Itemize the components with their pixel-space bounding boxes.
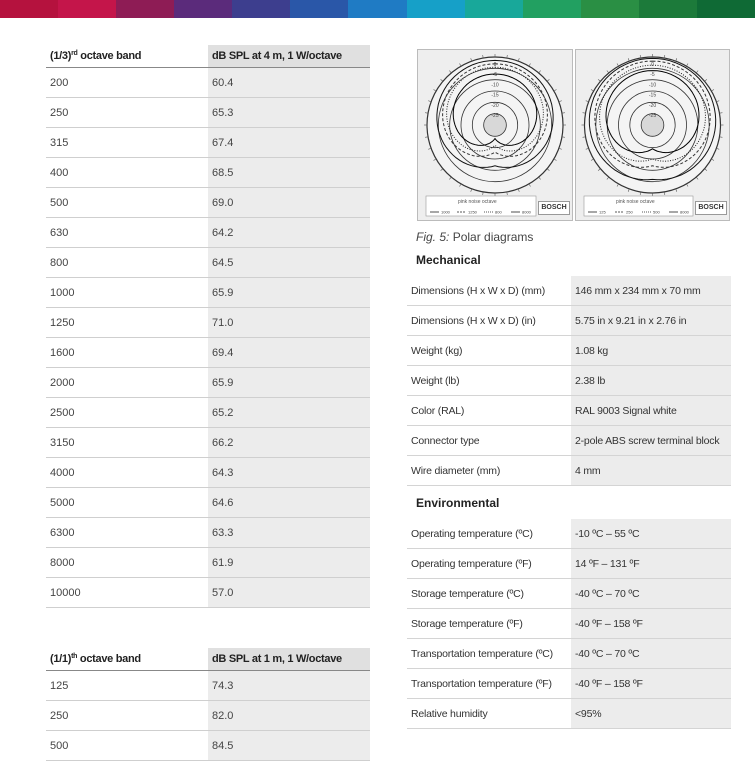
polar-tick <box>591 90 594 92</box>
spl-cell: 64.2 <box>208 218 370 248</box>
spec-value: 2-pole ABS screw terminal block <box>571 426 731 456</box>
spl-cell: 63.3 <box>208 518 370 548</box>
spec-label: Operating temperature (ºF) <box>407 549 571 579</box>
legend-label: 250 <box>626 209 633 215</box>
spl-cell: 71.0 <box>208 308 370 338</box>
table-row <box>46 518 370 548</box>
polar-tick <box>607 177 609 179</box>
band-cell: 250 <box>46 701 208 731</box>
band-cell: 10000 <box>46 578 208 608</box>
table-row <box>46 458 370 488</box>
spl-cell: 67.4 <box>208 128 370 158</box>
spec-label: Storage temperature (ºC) <box>407 579 571 609</box>
spl-cell: 69.0 <box>208 188 370 218</box>
ring-label: -10 <box>648 82 657 89</box>
spec-label: Wire diameter (mm) <box>407 456 571 486</box>
polar-tick <box>547 169 549 171</box>
ring-label: -10 <box>491 82 499 89</box>
band-cell: 2500 <box>46 398 208 428</box>
mechanical-heading: Mechanical <box>416 253 481 267</box>
spl-cell: 84.5 <box>208 731 370 761</box>
polar-tick <box>434 159 437 161</box>
spec-row <box>407 699 731 729</box>
polar-tick <box>554 159 557 161</box>
polar-tick <box>539 71 541 73</box>
spec-label: Dimensions (H x W x D) (mm) <box>407 276 571 306</box>
table-row <box>46 128 370 158</box>
polar-tick <box>591 159 594 161</box>
legend-label: 8000 <box>522 209 531 215</box>
table-row <box>46 338 370 368</box>
polar-diagram-right <box>575 49 730 221</box>
legend-title: pink noise octave <box>616 199 655 205</box>
color-stripe <box>639 0 697 18</box>
legend-label: 125 <box>599 209 606 215</box>
full-octave-table <box>46 648 370 761</box>
spec-row <box>407 609 731 639</box>
spec-label: Storage temperature (ºF) <box>407 609 571 639</box>
spl-cell: 68.5 <box>208 158 370 188</box>
table-row <box>46 218 370 248</box>
ring-label: -5 <box>650 72 655 79</box>
polar-tick <box>705 79 707 81</box>
polar-tick <box>529 184 531 187</box>
polar-tick <box>434 90 437 92</box>
full-octave-col-spl: dB SPL at 1 m, 1 W/octave <box>208 648 370 671</box>
spl-cell: 65.2 <box>208 398 370 428</box>
band-cell: 250 <box>46 98 208 128</box>
spec-row <box>407 276 731 306</box>
band-cell: 1250 <box>46 308 208 338</box>
spec-value: 146 mm x 234 mm x 70 mm <box>571 276 731 306</box>
spec-row <box>407 669 731 699</box>
ring-label: 0 <box>493 62 497 68</box>
spec-value: 4 mm <box>571 456 731 486</box>
polar-tick <box>598 169 600 171</box>
spec-row <box>407 366 731 396</box>
spec-label: Connector type <box>407 426 571 456</box>
band-cell: 3150 <box>46 428 208 458</box>
band-cell: 125 <box>46 671 208 701</box>
polar-tick <box>460 64 462 67</box>
color-stripe <box>465 0 523 18</box>
color-stripe <box>116 0 174 18</box>
environmental-heading: Environmental <box>416 496 500 510</box>
spec-value: -40 ºF – 158 ºF <box>571 609 731 639</box>
band-cell: 8000 <box>46 548 208 578</box>
band-cell: 5000 <box>46 488 208 518</box>
polar-plot <box>418 50 572 220</box>
color-stripe <box>407 0 465 18</box>
band-cell: 1600 <box>46 338 208 368</box>
polar-tick <box>460 184 462 187</box>
spec-label: Weight (lb) <box>407 366 571 396</box>
legend-label: 500 <box>653 209 660 215</box>
spec-row <box>407 639 731 669</box>
spec-row <box>407 306 731 336</box>
spl-cell: 64.3 <box>208 458 370 488</box>
spec-row <box>407 519 731 549</box>
color-stripe <box>290 0 348 18</box>
spl-cell: 57.0 <box>208 578 370 608</box>
polar-tick <box>687 184 689 187</box>
spec-label: Transportation temperature (ºF) <box>407 669 571 699</box>
spec-value: 2.38 lb <box>571 366 731 396</box>
table-row <box>46 548 370 578</box>
spl-cell: 61.9 <box>208 548 370 578</box>
band-cell: 400 <box>46 158 208 188</box>
band-cell: 200 <box>46 68 208 98</box>
polar-tick <box>617 184 619 187</box>
band-cell: 315 <box>46 128 208 158</box>
table-row <box>46 278 370 308</box>
polar-plot <box>576 50 729 220</box>
spec-value: -10 ºC – 55 ºC <box>571 519 731 549</box>
spec-row <box>407 549 731 579</box>
table-row <box>46 188 370 218</box>
color-stripe <box>523 0 581 18</box>
polar-tick <box>449 71 451 73</box>
band-cell: 6300 <box>46 518 208 548</box>
band-cell: 4000 <box>46 458 208 488</box>
table-row <box>46 98 370 128</box>
table-row <box>46 68 370 98</box>
spl-cell: 64.6 <box>208 488 370 518</box>
third-octave-col-band: $(1/3)^{rd}$ octave band <box>46 45 208 68</box>
polar-tick <box>607 71 609 73</box>
color-stripe <box>581 0 639 18</box>
ring-label: -15 <box>648 92 657 99</box>
polar-tick <box>598 79 600 81</box>
spec-value: -40 ºC – 70 ºC <box>571 579 731 609</box>
spec-value: 5.75 in x 9.21 in x 2.76 in <box>571 306 731 336</box>
legend-title: pink noise octave <box>458 199 497 205</box>
spec-value: -40 ºF – 158 ºF <box>571 669 731 699</box>
spec-row <box>407 456 731 486</box>
spec-value: 14 ºF – 131 ºF <box>571 549 731 579</box>
ring-label: -5 <box>492 72 498 79</box>
color-stripe <box>348 0 406 18</box>
brand-color-bar <box>0 0 755 18</box>
spec-value: <95% <box>571 699 731 729</box>
color-stripe <box>174 0 232 18</box>
table-row <box>46 368 370 398</box>
spec-label: Dimensions (H x W x D) (in) <box>407 306 571 336</box>
ring-label: -25 <box>491 113 499 119</box>
band-cell: 2000 <box>46 368 208 398</box>
polar-tick <box>449 177 451 179</box>
polar-tick <box>441 79 443 81</box>
polar-tick <box>687 64 689 67</box>
spec-row <box>407 579 731 609</box>
full-octave-col-band: $(1/1)^{th}$ octave band <box>46 648 208 671</box>
spec-value: RAL 9003 Signal white <box>571 396 731 426</box>
band-cell: 800 <box>46 248 208 278</box>
table-row <box>46 398 370 428</box>
spl-cell: 74.3 <box>208 671 370 701</box>
third-octave-table <box>46 45 370 608</box>
band-cell: 500 <box>46 731 208 761</box>
spec-row <box>407 336 731 366</box>
spec-value: -40 ºC – 70 ºC <box>571 639 731 669</box>
spl-cell: 82.0 <box>208 701 370 731</box>
spl-cell: 66.2 <box>208 428 370 458</box>
table-row <box>46 158 370 188</box>
spec-row <box>407 426 731 456</box>
table-row <box>46 428 370 458</box>
table-row <box>46 731 370 761</box>
legend-label: 800 <box>495 209 502 215</box>
polar-tick <box>705 169 707 171</box>
polar-tick <box>441 169 443 171</box>
polar-tick <box>539 177 541 179</box>
ring-label: 0 <box>651 62 654 68</box>
table-row <box>46 671 370 701</box>
legend-label: 8000 <box>680 209 689 215</box>
bosch-logo: BOSCH <box>538 201 570 215</box>
polar-diagram-left <box>417 49 573 221</box>
bosch-logo: BOSCH <box>695 201 727 215</box>
band-cell: 630 <box>46 218 208 248</box>
spl-cell: 60.4 <box>208 68 370 98</box>
spl-cell: 65.9 <box>208 368 370 398</box>
third-octave-col-spl: dB SPL at 4 m, 1 W/octave <box>208 45 370 68</box>
polar-tick <box>711 90 714 92</box>
color-stripe <box>232 0 290 18</box>
polar-tick <box>554 90 557 92</box>
ring-label: -25 <box>648 113 657 119</box>
ring-label: -20 <box>491 102 499 109</box>
table-row <box>46 308 370 338</box>
table-row <box>46 248 370 278</box>
spec-value: 1.08 kg <box>571 336 731 366</box>
spec-label: Weight (kg) <box>407 336 571 366</box>
polar-tick <box>696 177 698 179</box>
table-row <box>46 578 370 608</box>
spl-cell: 69.4 <box>208 338 370 368</box>
spec-label: Transportation temperature (ºC) <box>407 639 571 669</box>
polar-tick <box>711 159 714 161</box>
band-cell: 1000 <box>46 278 208 308</box>
color-stripe <box>0 0 58 18</box>
polar-tick <box>617 64 619 67</box>
color-stripe <box>58 0 116 18</box>
table-row <box>46 488 370 518</box>
spec-label: Color (RAL) <box>407 396 571 426</box>
ring-label: -15 <box>491 92 499 99</box>
spl-cell: 65.3 <box>208 98 370 128</box>
mechanical-table <box>407 276 731 486</box>
figure-caption: Fig. 5: Polar diagrams <box>416 230 534 244</box>
spec-label: Operating temperature (ºC) <box>407 519 571 549</box>
table-row <box>46 701 370 731</box>
color-stripe <box>697 0 755 18</box>
polar-tick <box>529 64 531 67</box>
band-cell: 500 <box>46 188 208 218</box>
environmental-table <box>407 519 731 729</box>
legend-label: 1250 <box>468 209 477 215</box>
spec-row <box>407 396 731 426</box>
polar-tick <box>696 71 698 73</box>
spec-label: Relative humidity <box>407 699 571 729</box>
spl-cell: 64.5 <box>208 248 370 278</box>
ring-label: -20 <box>648 102 657 109</box>
legend-label: 1000 <box>441 209 450 215</box>
polar-tick <box>547 79 549 81</box>
spl-cell: 65.9 <box>208 278 370 308</box>
